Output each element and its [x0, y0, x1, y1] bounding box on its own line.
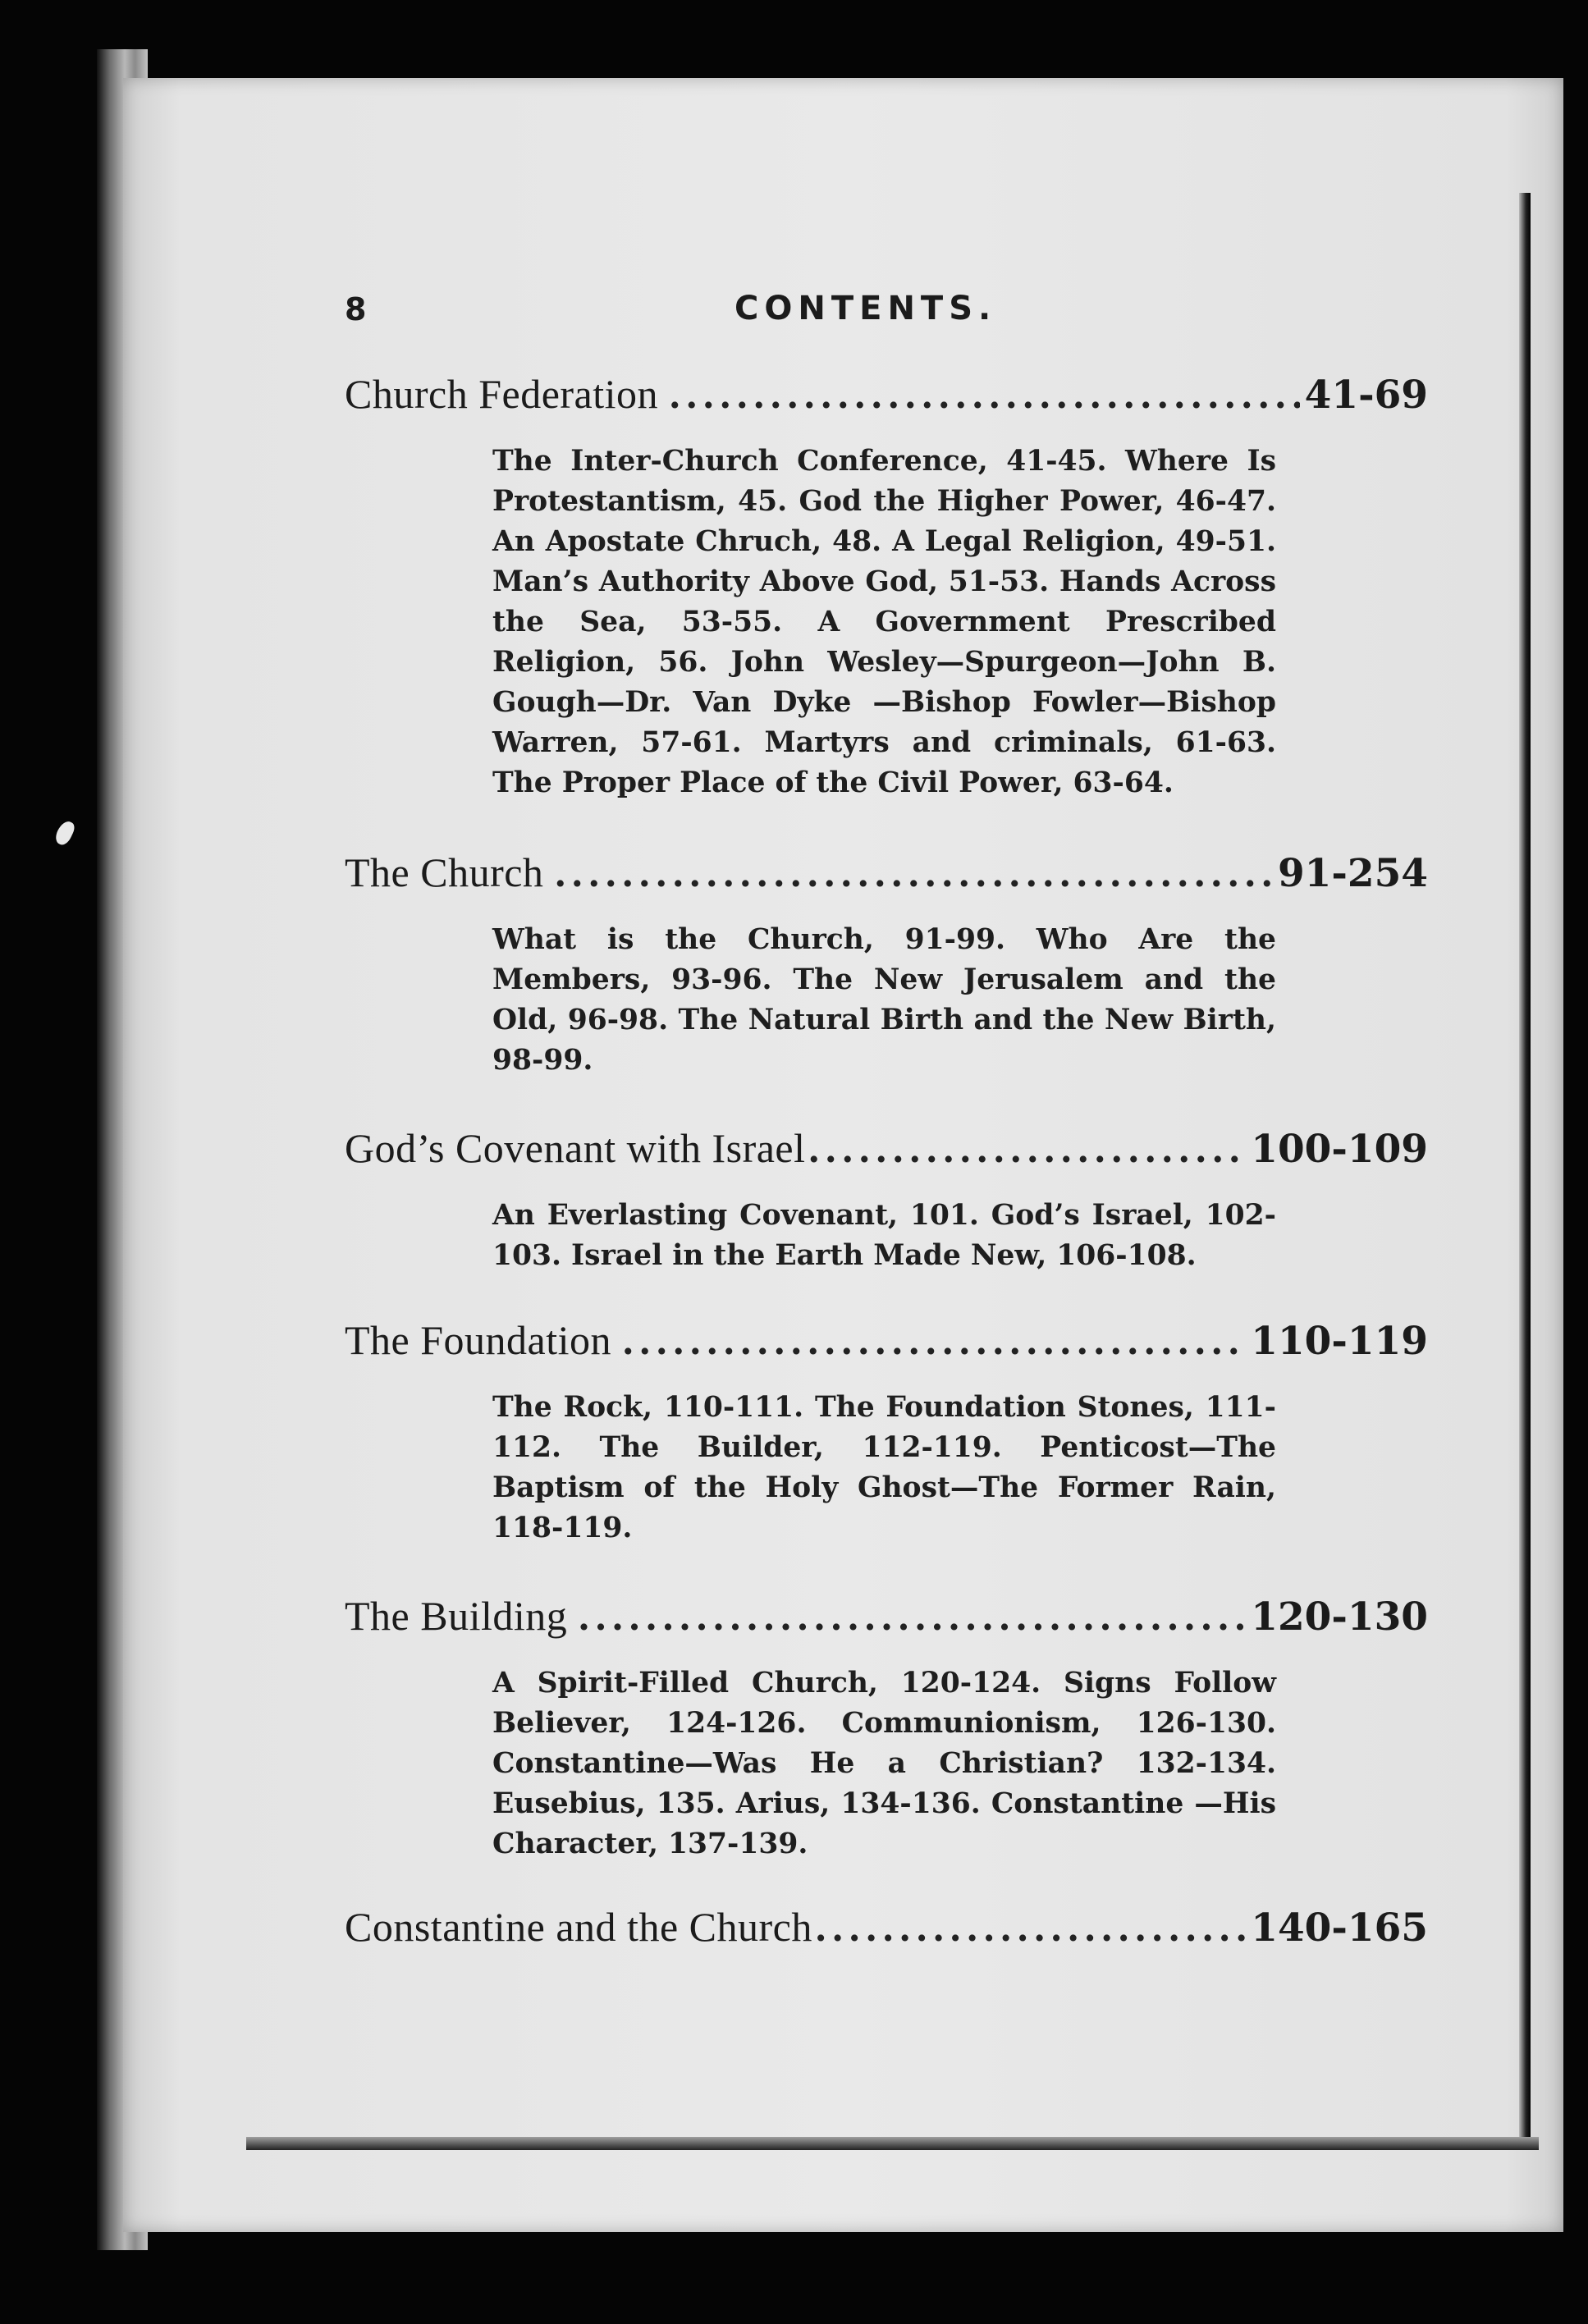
toc-entry-description: The Inter-Church Conference, 41-45. Where Is Protestantism, 45. God the Higher Power, 46-47. An Apostate Chruch, 48. A Legal Religion, 49-51. Man’s Authority Above God, 51-53. Hands Across the Sea, 53-55. A Government Prescribed Religion, 56. John Wesley—Spurgeon—John B. Gough—Dr. Van Dyke —Bishop Fowler—Bishop Warren, 57-61. Martyrs and criminals, 61-63. The Proper Place of the Civil Power, 63-64.	[492, 445, 1276, 799]
toc-entry-pages: 91-254	[1277, 851, 1428, 896]
toc-entry-heading	[345, 1122, 1428, 1176]
toc-entry-heading	[345, 1314, 1428, 1368]
running-title: CONTENTS.	[735, 290, 997, 327]
page-edge-shadow	[1519, 193, 1531, 2142]
toc-entry	[345, 1590, 1428, 1864]
toc-entry-heading	[345, 1901, 1428, 1955]
dot-leader	[816, 1901, 1246, 1953]
dot-leader	[623, 1314, 1246, 1366]
toc-entry-title: Church Federation	[345, 371, 659, 417]
running-head	[222, 205, 1436, 327]
page-bottom-edge	[246, 2137, 1539, 2150]
toc-entry-heading	[345, 368, 1428, 422]
toc-entry	[345, 1314, 1428, 1549]
toc-entry-pages: 100-109	[1251, 1127, 1428, 1172]
toc-entry-title: The Church	[345, 849, 544, 895]
toc-entry-description: An Everlasting Covenant, 101. God’s Israel, 102-103. Israel in the Earth Made New, 106-108.	[492, 1199, 1276, 1272]
dot-leader	[809, 1122, 1247, 1174]
toc-entry-title: Constantine and the Church	[345, 1904, 812, 1950]
toc-entry	[345, 368, 1428, 803]
dot-leader	[670, 368, 1300, 420]
page-content	[222, 205, 1436, 1951]
toc-entry-description: A Spirit-Filled Church, 120-124. Signs Follow Believer, 124-126. Communionism, 126-130. Constantine—Was He a Christian? 132-134. Eusebius, 135. Arius, 134-136. Constantine —His Character, 137-139.	[492, 1667, 1276, 1860]
dot-leader	[579, 1590, 1246, 1642]
toc-entry-description: The Rock, 110-111. The Foundation Stones, 111-112. The Builder, 112-119. Penticost—The Baptism of the Holy Ghost—The Former Rain, 118-119.	[492, 1391, 1276, 1544]
dot-leader	[555, 846, 1273, 899]
page-number: 8	[345, 291, 367, 327]
toc-entry-pages: 110-119	[1251, 1319, 1428, 1364]
toc-entry-title: The Building	[345, 1593, 568, 1639]
toc-entry	[345, 1901, 1428, 1955]
table-of-contents	[345, 368, 1428, 2002]
toc-entry-pages: 140-165	[1251, 1905, 1428, 1951]
toc-entry-title: God’s Covenant with Israel	[345, 1125, 806, 1171]
toc-entry-heading	[345, 1590, 1428, 1644]
toc-entry-pages: 41-69	[1304, 373, 1428, 418]
toc-entry	[345, 1122, 1428, 1276]
toc-entry-heading	[345, 846, 1428, 900]
toc-entry	[345, 846, 1428, 1081]
toc-entry-title: The Foundation	[345, 1317, 612, 1363]
toc-entry-pages: 120-130	[1251, 1594, 1428, 1640]
toc-entry-description: What is the Church, 91-99. Who Are the Members, 93-96. The New Jerusalem and the Old, 96-98. The Natural Birth and the New Birth, 98-99.	[492, 923, 1276, 1077]
